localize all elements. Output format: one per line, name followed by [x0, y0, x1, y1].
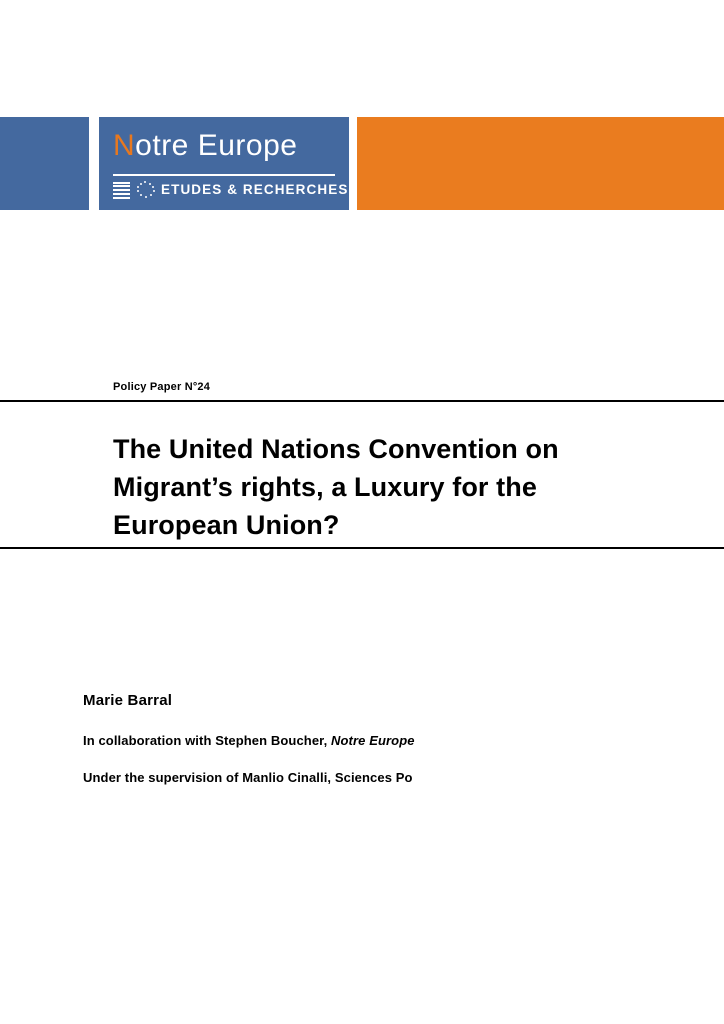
logo-wordmark-rest: otre Europe: [135, 129, 298, 162]
banner-gap-right: [349, 117, 357, 210]
banner-orange-block: [357, 117, 724, 210]
eu-stars-circle-icon: [136, 180, 155, 199]
title-rule-bottom: [0, 547, 724, 549]
logo-divider: [113, 174, 335, 176]
banner-gap-left: [89, 117, 99, 210]
notre-europe-logo: [99, 117, 349, 210]
logo-wordmark: [113, 129, 297, 163]
title-rule-top: [0, 400, 724, 402]
paper-number: Policy Paper N°24: [113, 381, 211, 393]
logo-subtitle-row: [113, 180, 348, 199]
collaboration-prefix: In collaboration with Stephen Boucher,: [83, 733, 332, 748]
logo-wordmark-initial: N: [113, 129, 136, 162]
logo-subtitle: ETUDES & RECHERCHES: [161, 182, 349, 197]
banner-blue-left-block: [0, 117, 89, 210]
header-banner: [0, 117, 724, 210]
supervision-line: Under the supervision of Manlio Cinalli, Sciences Po: [83, 770, 413, 785]
collaboration-line: [83, 733, 415, 748]
book-lines-icon: [113, 181, 130, 199]
author-name: Marie Barral: [83, 692, 173, 709]
collaboration-organisation: Notre Europe: [331, 733, 415, 748]
page-title: The United Nations Convention on Migrant’s rights, a Luxury for the European Union?: [113, 434, 559, 541]
